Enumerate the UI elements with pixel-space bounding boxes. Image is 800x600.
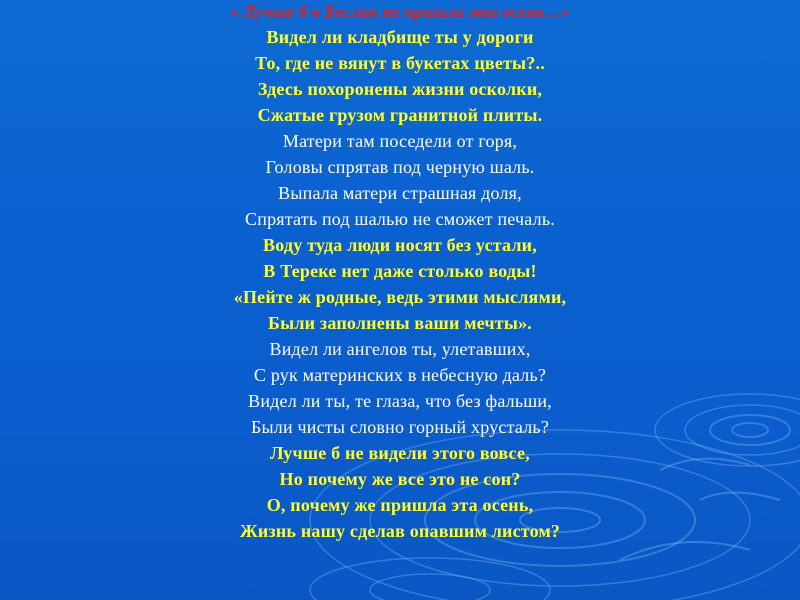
poem-line: Были заполнены ваши мечты».	[268, 313, 532, 333]
poem-line: Видел ли ангелов ты, улетавших,	[269, 339, 531, 359]
poem-title: « Лучше б в Беслан не пришла эта осень…»	[230, 2, 570, 21]
poem-line: Сжатые грузом гранитной плиты.	[257, 105, 543, 125]
poem-line: О, почему же пришла эта осень,	[266, 495, 534, 515]
poem-line: Видел ли кладбище ты у дороги	[266, 27, 534, 47]
poem-line: Были чисты словно горный хрусталь?	[250, 417, 550, 437]
poem-line: Головы спрятав под черную шаль.	[265, 157, 535, 177]
poem-line: Выпала матери страшная доля,	[278, 183, 522, 203]
poem-line: То, где не вянут в букетах цветы?..	[255, 53, 545, 73]
poem-line: В Тереке нет даже столько воды!	[263, 261, 537, 281]
poem-line: Воду туда люди носят без устали,	[263, 235, 537, 255]
poem-line: Спрятать под шалью не сможет печаль.	[245, 209, 555, 229]
poem-line: Видел ли ты, те глаза, что без фальши,	[248, 391, 552, 411]
poem-line: «Пейте ж родные, ведь этими мыслями,	[233, 287, 567, 307]
poem-line: Жизнь нашу сделав опавшим листом?	[239, 521, 561, 541]
poem-line: Матери там поседели от горя,	[282, 131, 518, 151]
poem-line: Но почему же все это не сон?	[279, 469, 521, 489]
poem-line: С рук материнских в небесную даль?	[253, 365, 547, 385]
poem-line: Лучше б не видели этого вовсе,	[270, 443, 530, 463]
poem-line: Здесь похоронены жизни осколки,	[257, 79, 543, 99]
